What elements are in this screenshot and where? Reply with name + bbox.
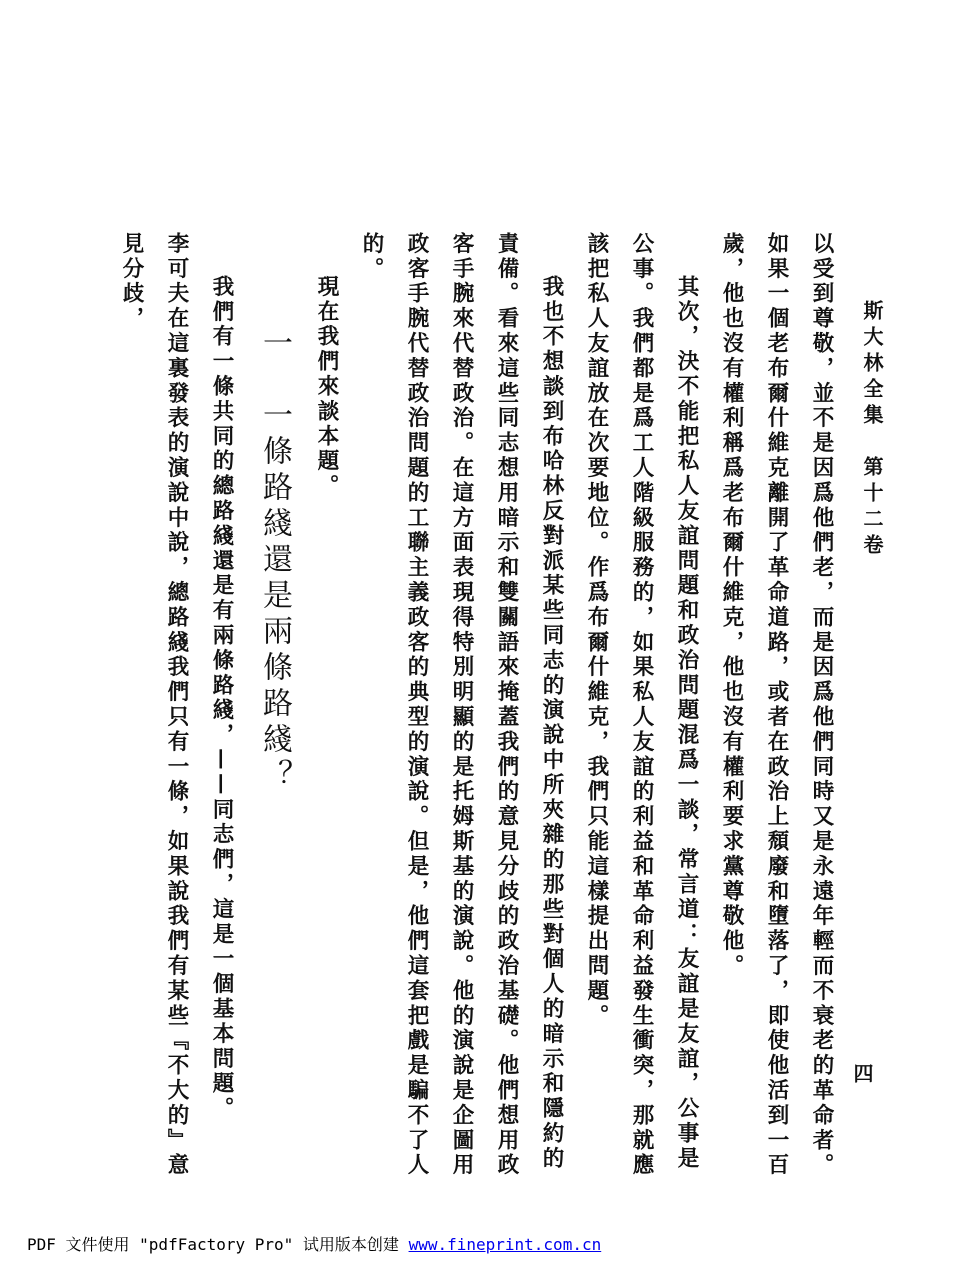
section-title: 一 一條路綫還是兩條路綫？ bbox=[257, 327, 292, 795]
footer-link[interactable]: www.fineprint.com.cn bbox=[408, 1235, 602, 1254]
paragraph: 現在我們來談本題。 bbox=[314, 275, 339, 500]
paragraph: 以受到尊敬，並不是因爲他們老，而是因爲他們同時又是永遠年輕而不衰老的革命者。如果一個老布爾什維克離開了革命道路，或者在政治上頹廢和墮落了，即使他活到一百歲，他也沒有權利稱爲老布爾什維克，他也沒有權利要求黨尊敬他。 bbox=[719, 232, 834, 1179]
paragraph: 李可夫在這裏發表的演說中說，總路綫我們只有一條，如果說我們有某些『不大的』意見分歧， bbox=[119, 232, 189, 1179]
main-text bbox=[109, 232, 844, 1192]
paragraph: 我們有一條共同的總路綫還是有兩條路綫，——同志們，這是一個基本問題。 bbox=[209, 275, 234, 1122]
pdf-footer bbox=[27, 1232, 601, 1255]
paragraph: 其次，決不能把私人友誼問題和政治問題混爲一談，常言道：友誼是友誼，公事是公事。我們都是爲工人階級服務的，如果私人友誼的利益和革命利益發生衝突，那就應該把私人友誼放在次要地位。作爲布爾什維克，我們只能這樣提出問題。 bbox=[584, 232, 699, 1179]
paragraph: 我也不想談到布哈林反對派某些同志的演說中所夾雜的那些對個人的暗示和隱約的責備。看來這些同志想用暗示和雙關語來掩蓋我們的意見分歧的政治基礎。他們想用政客手腕來代替政治。在這方面表現得特別明顯的是托姆斯基的演說。他的演說是企圖用政客手腕代替政治問題的工聯主義政客的典型的演說。但是，他們這套把戲是騙不了人的。 bbox=[359, 232, 564, 1179]
running-header: 斯大林全集 第十二卷 bbox=[860, 300, 884, 560]
page-number: 四 bbox=[850, 1063, 874, 1083]
footer-text: PDF 文件使用 "pdfFactory Pro" 试用版本创建 bbox=[27, 1235, 409, 1254]
